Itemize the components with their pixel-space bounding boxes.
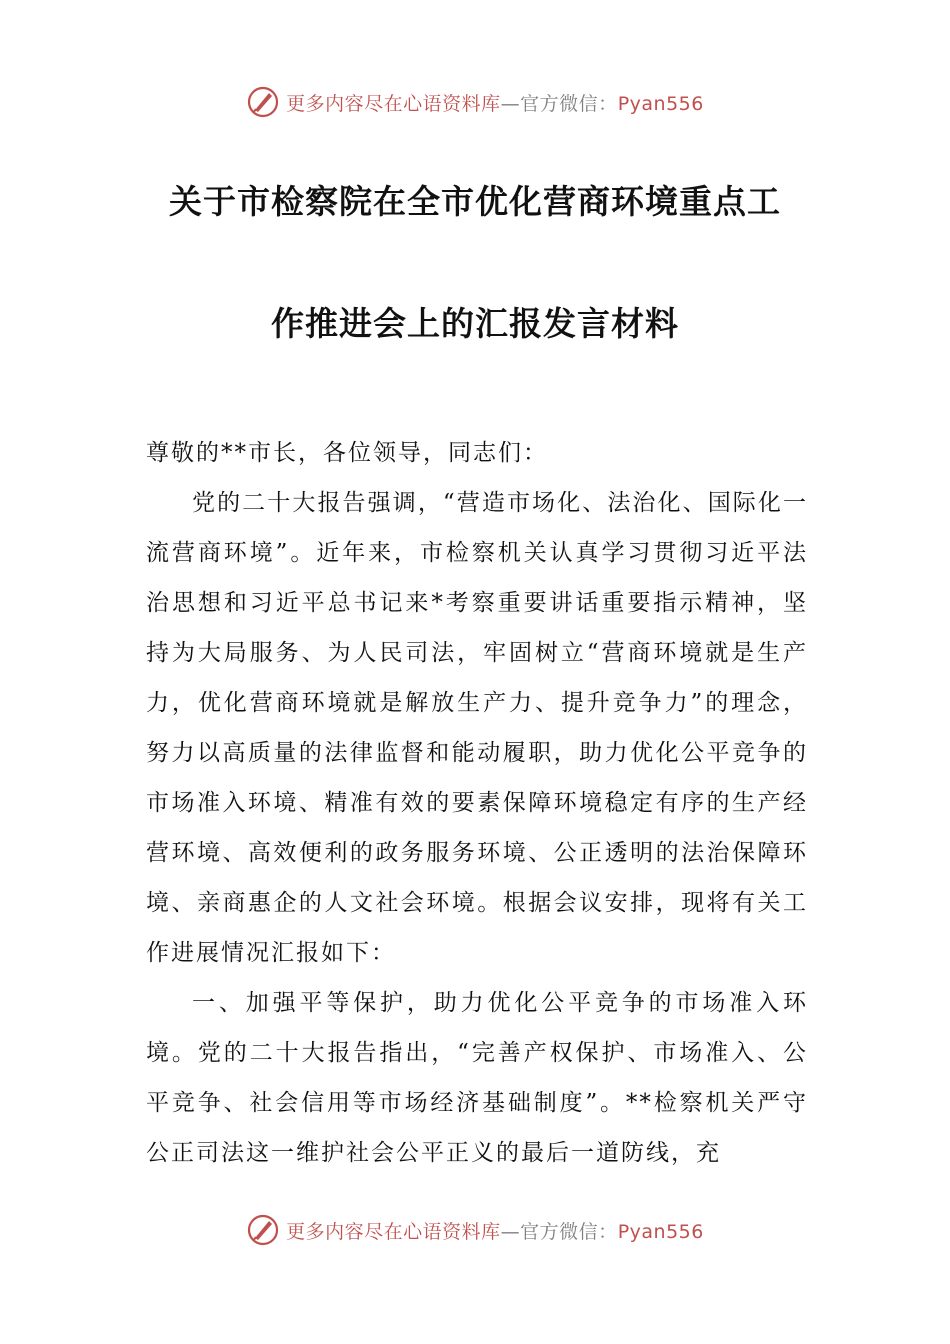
paragraph: 党的二十大报告强调，“营造市场化、法治化、国际化一流营商环境”。近年来，市检察机关认真学习贯彻习近平法治思想和习近平总书记来*考察重要讲话重要指示精神，坚持为大局服务、为人民司法，牢固树立“营商环境就是生产力，优化营商环境就是解放生产力、提升竞争力”的理念，努力以高质量的法律监督和能动履职，助力优化公平竞争的市场准入环境、精准有效的要素保障环境稳定有序的生产经营环境、高效便利的政务服务环境、公正透明的法治保障环境、亲商惠企的人文社会环境。根据会议安排，现将有关工作进展情况汇报如下： bbox=[146, 490, 808, 966]
watermark-main: 更多内容尽在心语资料库 bbox=[286, 1220, 501, 1243]
watermark-official: 官方微信： bbox=[520, 92, 618, 115]
watermark-separator: — bbox=[500, 1220, 521, 1243]
paragraph: 一、加强平等保护，助力优化公平竞争的市场准入环境。党的二十大报告指出，“完善产权保护、市场准入、公平竞争、社会信用等市场经济基础制度”。**检察机关严守公正司法这一维护社会公平正义的最后一道防线，充 bbox=[146, 990, 808, 1166]
document-title-line-1: 关于市检察院在全市优化营商环境重点工 bbox=[169, 182, 781, 221]
document-body bbox=[146, 428, 808, 1178]
watermark-text bbox=[286, 1217, 704, 1244]
salutation: 尊敬的**市长，各位领导，同志们： bbox=[146, 440, 548, 466]
watermark-text bbox=[286, 89, 704, 116]
watermark-main: 更多内容尽在心语资料库 bbox=[286, 92, 501, 115]
watermark-official: 官方微信： bbox=[520, 1220, 618, 1243]
watermark-account: Pyan556 bbox=[617, 1220, 704, 1243]
quill-logo-icon bbox=[246, 85, 280, 119]
watermark-separator: — bbox=[500, 92, 521, 115]
document-title-line-2: 作推进会上的汇报发言材料 bbox=[271, 304, 679, 343]
footer-watermark bbox=[0, 1210, 950, 1250]
watermark-account: Pyan556 bbox=[617, 92, 704, 115]
quill-logo-icon bbox=[246, 1213, 280, 1247]
header-watermark bbox=[0, 82, 950, 122]
